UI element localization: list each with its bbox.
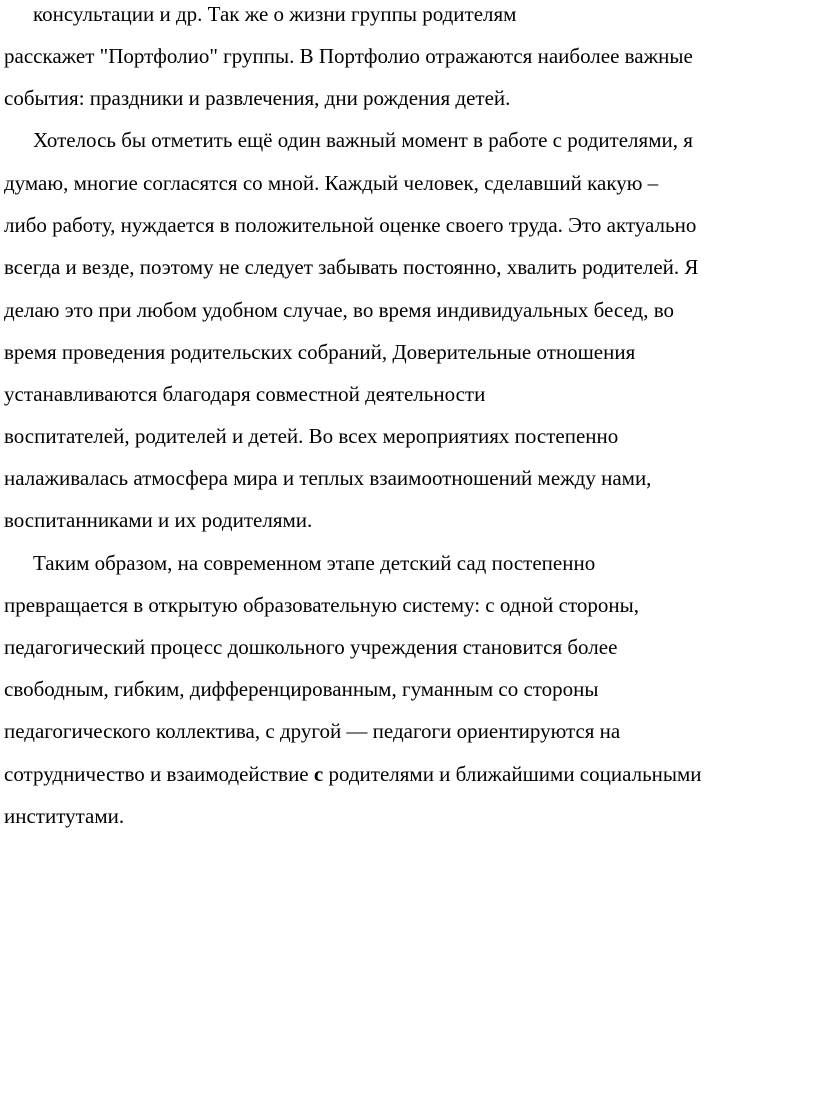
paragraph-2-line-6: время проведения родительских собраний, Доверительные отношения [4, 340, 636, 364]
paragraph-3-line-2: превращается в открытую образовательную систему: с одной стороны, [4, 593, 639, 617]
paragraph-2-line-2: думаю, многие согласятся со мной. Каждый человек, сделавший какую – [4, 171, 659, 195]
paragraph-2-line-3: либо работу, нуждается в положительной оценке своего труда. Это актуально [4, 213, 697, 237]
paragraph-3-line-6 [4, 762, 702, 786]
paragraph-2-line-8: воспитателей, родителей и детей. Во всех мероприятиях постепенно [4, 424, 619, 448]
paragraph-2-line-4: всегда и везде, поэтому не следует забывать постоянно, хвалить родителей. Я [4, 255, 699, 279]
paragraph-3-line-7: институтами. [4, 804, 125, 828]
paragraph-2-line-1: Хотелось бы отметить ещё один важный момент в работе с родителями, я [33, 128, 693, 152]
line-6-text-after: родителями и ближайшими социальными [323, 762, 702, 786]
paragraph-2-line-9: налаживалась атмосфера мира и теплых взаимоотношений между нами, [4, 466, 652, 490]
line-6-text-before: сотрудничество и взаимодействие [4, 762, 314, 786]
paragraph-2-line-5: делаю это при любом удобном случае, во время индивидуальных бесед, во [4, 298, 674, 322]
paragraph-3-line-5: педагогического коллектива, с другой — педагоги ориентируются на [4, 719, 621, 743]
line-6-bold-word: с [313, 762, 324, 786]
paragraph-3-line-1: Таким образом, на современном этапе детский сад постепенно [33, 551, 596, 575]
paragraph-1-line-2: расскажет "Портфолио" группы. В Портфолио отражаются наиболее важные [4, 44, 693, 68]
paragraph-3-line-3: педагогический процесс дошкольного учреждения становится более [4, 635, 618, 659]
paragraph-3-line-4: свободным, гибким, дифференцированным, гуманным со стороны [4, 677, 599, 701]
paragraph-2-line-10: воспитанниками и их родителями. [4, 508, 313, 532]
paragraph-1-line-1: консультации и др. Так же о жизни группы родителям [33, 2, 517, 26]
paragraph-2-line-7: устанавливаются благодаря совместной деятельности [4, 382, 486, 406]
paragraph-1-line-3: события: праздники и развлечения, дни рождения детей. [4, 86, 511, 110]
